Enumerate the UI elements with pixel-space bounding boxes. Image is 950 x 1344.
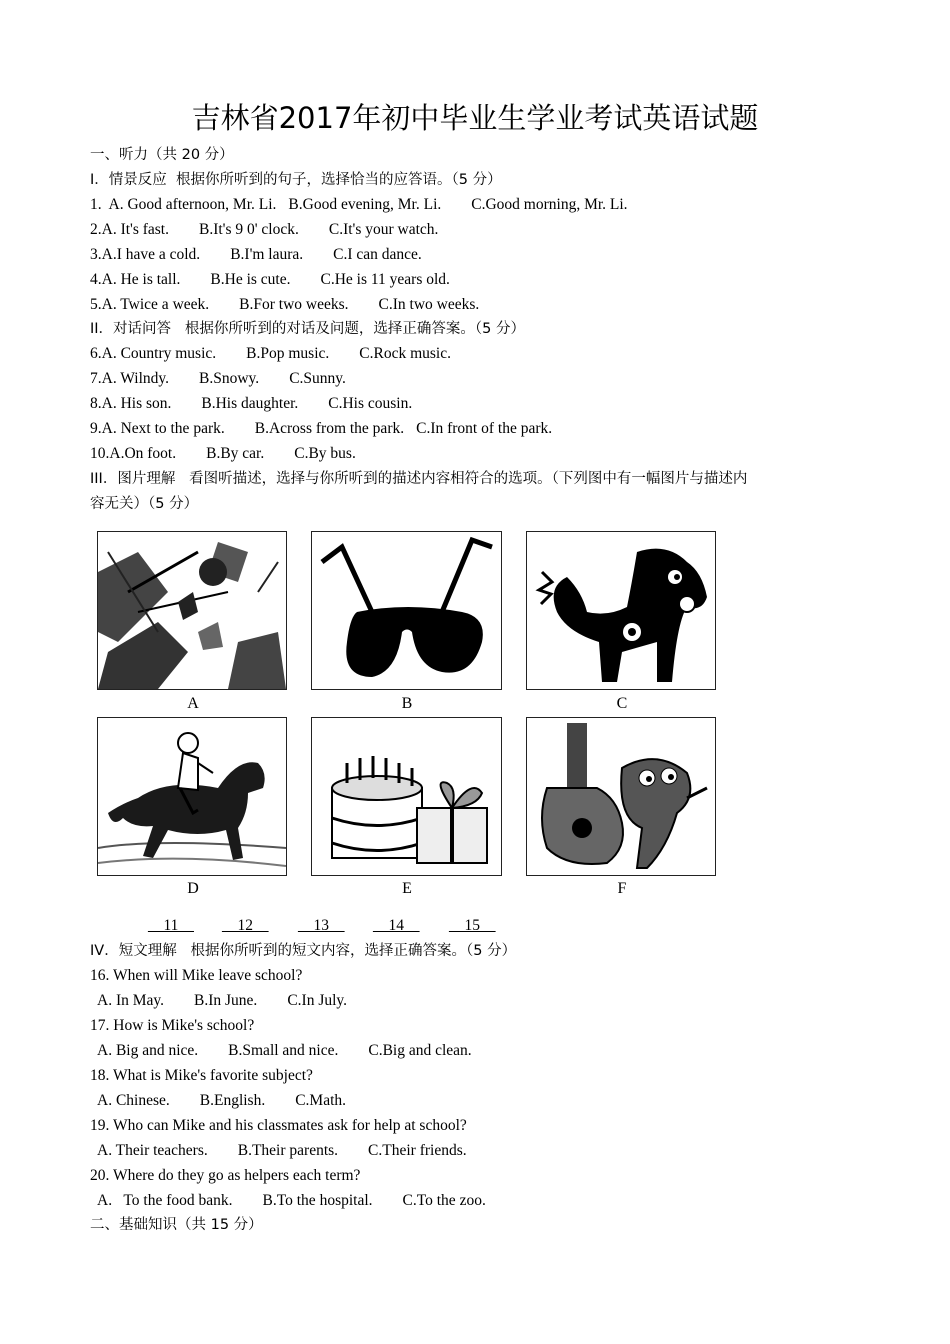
picture-label-b: B xyxy=(401,695,413,712)
q10-option-c: C.By bus. xyxy=(294,445,356,462)
q6-option-a: 6.A. Country music. xyxy=(90,345,217,362)
question-19: 19. Who can Mike and his classmates ask for help at school? xyxy=(90,1117,467,1134)
answer-blank-14[interactable]: __14__ xyxy=(373,917,420,934)
q7-option-c: C.Sunny. xyxy=(289,370,346,387)
picture-c-dog xyxy=(526,531,716,690)
q20-option-b: B.To the hospital. xyxy=(262,1192,373,1209)
picture-label-f: F xyxy=(617,880,627,897)
question-8 xyxy=(90,394,412,414)
q8-option-b: B.His daughter. xyxy=(201,395,299,412)
q6-option-c: C.Rock music. xyxy=(359,345,451,362)
page-title: 吉林省2017年初中毕业生学业考试英语试题 xyxy=(191,101,759,135)
q7-option-a: 7.A. Wilndy. xyxy=(90,370,170,387)
q5-option-a: 5.A. Twice a week. xyxy=(90,296,210,313)
q16-option-c: C.In July. xyxy=(287,992,348,1009)
q2-option-a: 2.A. It's fast. xyxy=(90,221,169,238)
picture-label-e: E xyxy=(402,880,412,897)
q17-option-a: A. Big and nice. xyxy=(97,1042,199,1059)
question-5 xyxy=(90,295,479,315)
q1-option-b: B.Good evening, Mr. Li. xyxy=(288,196,442,213)
q4-option-a: 4.A. He is tall. xyxy=(90,271,181,288)
question-16: 16. When will Mike leave school? xyxy=(90,967,303,984)
question-9 xyxy=(90,419,552,439)
question-2 xyxy=(90,220,438,240)
q10-option-b: B.By car. xyxy=(206,445,265,462)
q3-option-a: 3.A.I have a cold. xyxy=(90,246,201,263)
q17-option-c: C.Big and clean. xyxy=(368,1042,472,1059)
q18-option-c: C.Math. xyxy=(295,1092,347,1109)
q1-option-c: C.Good morning, Mr. Li. xyxy=(471,196,628,213)
answer-blank-15[interactable]: __15__ xyxy=(449,917,496,934)
q4-option-c: C.He is 11 years old. xyxy=(320,271,450,288)
section-listening-heading: 一、听力（共 20 分） xyxy=(90,147,234,163)
q5-option-c: C.In two weeks. xyxy=(378,296,480,313)
q16-options xyxy=(97,991,347,1011)
q2-option-b: B.It's 9 0' clock. xyxy=(199,221,299,238)
picture-e-cake-gift xyxy=(311,717,502,876)
q9-option-a: 9.A. Next to the park. xyxy=(90,420,225,437)
picture-a-explosion xyxy=(97,531,287,690)
picture-d-horse-rider xyxy=(97,717,287,876)
q16-option-a: A. In May. xyxy=(97,992,165,1009)
question-20: 20. Where do they go as helpers each term? xyxy=(90,1167,361,1184)
picture-f-guitar-cat xyxy=(526,717,716,876)
q9-option-b: B.Across from the park. xyxy=(254,420,405,437)
q19-option-a: A. Their teachers. xyxy=(97,1142,208,1159)
question-17: 17. How is Mike's school? xyxy=(90,1017,255,1034)
horse-rider-illustration xyxy=(98,718,286,875)
question-10 xyxy=(90,444,356,464)
q8-option-a: 8.A. His son. xyxy=(90,395,172,412)
q4-option-b: B.He is cute. xyxy=(210,271,291,288)
part1-instructions: I．情景反应 根据你所听到的句子，选择恰当的应答语。（5 分） xyxy=(90,172,502,188)
dog-icon xyxy=(527,532,715,689)
q19-options xyxy=(97,1141,467,1161)
question-3 xyxy=(90,245,422,265)
q7-option-b: B.Snowy. xyxy=(199,370,260,387)
q10-option-a: 10.A.On foot. xyxy=(90,445,177,462)
q6-option-b: B.Pop music. xyxy=(246,345,330,362)
q20-options xyxy=(97,1191,486,1211)
part3-instructions-cont: 容无关）（5 分） xyxy=(90,496,199,512)
q9-option-c: C.In front of the park. xyxy=(416,420,553,437)
picture-label-d: D xyxy=(187,880,199,897)
q17-options xyxy=(97,1041,472,1061)
q3-option-c: C.I can dance. xyxy=(333,246,422,263)
picture-label-c: C xyxy=(616,695,628,712)
question-18: 18. What is Mike's favorite subject? xyxy=(90,1067,313,1084)
guitar-cat-illustration xyxy=(527,718,715,875)
q20-option-c: C.To the zoo. xyxy=(402,1192,486,1209)
sunglasses-icon xyxy=(312,532,501,689)
q2-option-c: C.It's your watch. xyxy=(328,221,439,238)
q17-option-b: B.Small and nice. xyxy=(228,1042,339,1059)
question-4 xyxy=(90,270,450,290)
question-7 xyxy=(90,369,346,389)
q18-option-b: B.English. xyxy=(199,1092,266,1109)
q16-option-b: B.In June. xyxy=(194,992,258,1009)
explosion-illustration xyxy=(98,532,286,689)
answer-blank-12[interactable]: __12__ xyxy=(222,917,269,934)
q18-options xyxy=(97,1091,346,1111)
picture-label-a: A xyxy=(187,695,199,712)
q5-option-b: B.For two weeks. xyxy=(239,296,349,313)
answer-blank-11[interactable]: __11__ xyxy=(148,917,194,934)
part4-instructions: IV．短文理解 根据你所听到的短文内容，选择正确答案。（5 分） xyxy=(90,943,517,959)
section-basics-heading: 二、基础知识（共 15 分） xyxy=(90,1217,263,1233)
q19-option-b: B.Their parents. xyxy=(237,1142,339,1159)
q20-option-a: A. To the food bank. xyxy=(97,1192,233,1209)
birthday-cake-illustration xyxy=(312,718,501,875)
q1-option-a: 1. A. Good afternoon, Mr. Li. xyxy=(90,196,277,213)
q19-option-c: C.Their friends. xyxy=(368,1142,467,1159)
answer-blank-13[interactable]: __13__ xyxy=(298,917,345,934)
part2-instructions: II．对话问答 根据你所听到的对话及问题，选择正确答案。（5 分） xyxy=(90,321,525,337)
picture-b-sunglasses xyxy=(311,531,502,690)
q8-option-c: C.His cousin. xyxy=(328,395,413,412)
question-6 xyxy=(90,344,451,364)
question-1 xyxy=(90,195,628,215)
q3-option-b: B.I'm laura. xyxy=(230,246,304,263)
part3-instructions: III．图片理解 看图听描述，选择与你所听到的描述内容相符合的选项。（下列图中有一幅图片与描述内 xyxy=(90,471,748,487)
q18-option-a: A. Chinese. xyxy=(97,1092,170,1109)
